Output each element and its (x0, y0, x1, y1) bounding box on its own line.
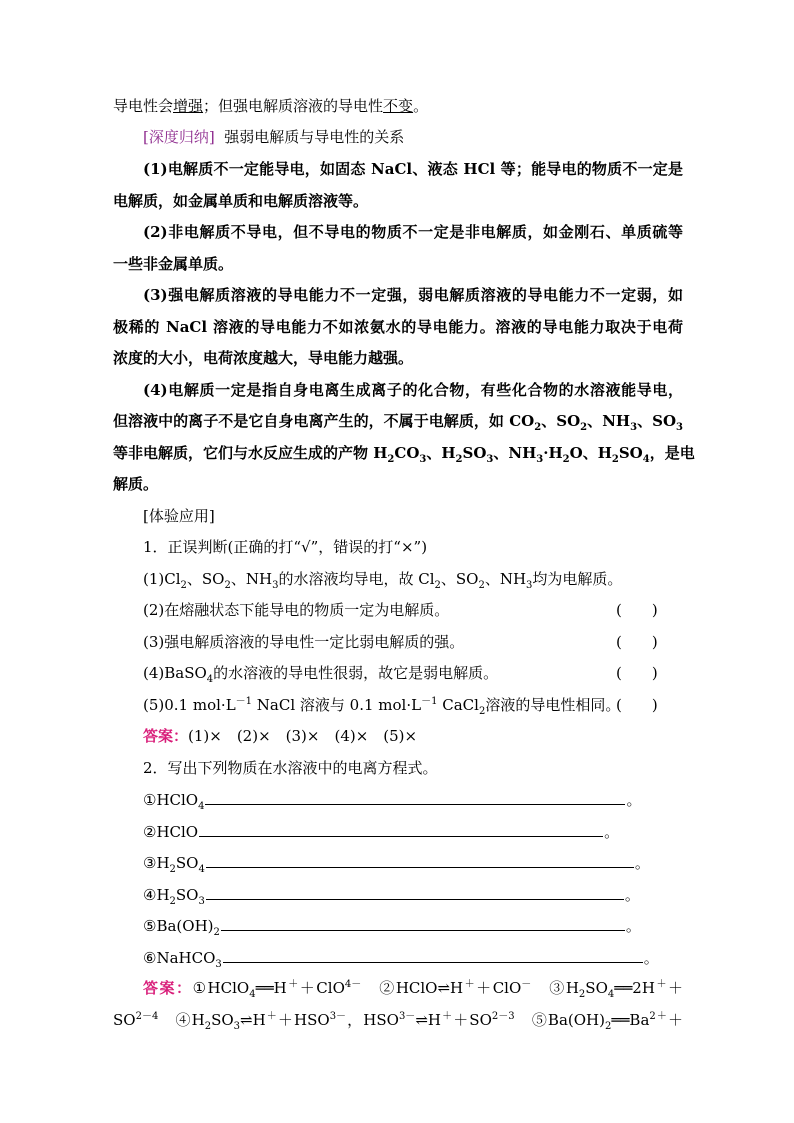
question-2-item-4: $④H_2SO_3$ 。 (143, 886, 640, 907)
summary-p2-line1: (2)非电解质不导电，但不导电的物质不一定是非电解质，如金刚石、单质硫等 (143, 223, 683, 241)
question-1-item-4: (4)BaSO$_4$的水溶液的导电性很弱，故它是弱电解质。 (143, 664, 499, 685)
summary-p4-line2: 但溶液中的离子不是它自身电离产生的，不属于电解质，如 $CO_2$、$SO_2$、$NH_3$、$SO_3$ (113, 412, 684, 433)
summary-p4-line1: (4)电解质一定是指自身电离生成离子的化合物，有些化合物的水溶液能导电， (143, 381, 683, 399)
practice-label: [体验应用] (143, 507, 215, 525)
intro-line (113, 96, 683, 116)
question-1-item-1: $(1)Cl_2$、$SO_2$、$NH_3$的水溶液均导电，故 $Cl_2$、$SO_2$、$NH_3$均为电解质。 (143, 570, 623, 591)
answer-paren-5: ( ) (616, 696, 658, 714)
summary-p3-line3: 浓度的大小，电荷浓度越大，导电能力越强。 (113, 349, 414, 367)
question-2-item-1: ①HClO$_4$ 。 (143, 791, 642, 812)
answer-2-line2: $SO^{2-4}$ $④H_2SO_3\rightleftharpoons H^++HSO^{3-}$，$HSO^{3-}\rightleftharpoons H^++SO^{2-3}$ $⑤Ba(OH)_2══Ba^{2+}+$ (113, 1011, 683, 1032)
intro-underline-2: 不变 (383, 97, 414, 115)
summary-p3-line1: (3)强电解质溶液的导电能力不一定强，弱电解质溶液的导电能力不一定弱，如 (143, 286, 683, 304)
question-1-item-3: (3)强电解质溶液的导电性一定比弱电解质的强。 (143, 633, 465, 651)
intro-text: 导电性会 (113, 97, 174, 115)
question-2-item-3: $③H_2SO_4$ 。 (143, 854, 650, 875)
summary-p3-line2: 极稀的 NaCl 溶液的导电能力不如浓氨水的导电能力。溶液的导电能力取决于电荷 (113, 318, 683, 336)
summary-heading (143, 127, 683, 147)
summary-title: 强弱电解质与导电性的关系 (224, 128, 405, 146)
summary-p4-line4: 解质。 (113, 475, 159, 493)
question-2-item-5: $⑤Ba(OH)_2$ 。 (143, 917, 641, 938)
answer-1: 答案：(1)× (2)× (3)× (4)× (5)× (143, 727, 418, 745)
answer-paren-2: ( ) (616, 601, 658, 619)
answer-paren-3: ( ) (616, 633, 658, 651)
summary-label: [深度归纳] (143, 128, 215, 146)
intro-text: ；但强电解质溶液的导电性 (203, 97, 384, 115)
question-1-item-2: (2)在熔融状态下能导电的物质一定为电解质。 (143, 601, 450, 619)
answer-paren-4: ( ) (616, 664, 658, 682)
intro-text: 。 (413, 97, 429, 115)
answer-2-line1: 答案：①HClO$_4$══H＋＋ClO$^{4-}$ ②HClO⇌H＋＋ClO－ $③H_2SO_4══2H^++$ (143, 979, 683, 1000)
intro-underline-1: 增强 (173, 97, 204, 115)
question-1-title: 1．正误判断(正确的打“√”，错误的打“×”) (143, 538, 428, 556)
summary-p1-line1: (1)电解质不一定能导电，如固态 NaCl、液态 HCl 等；能导电的物质不一定是 (143, 160, 683, 178)
question-2-item-6: ⑥NaHCO$_3$ 。 (143, 949, 659, 970)
summary-p2-line2: 一些非金属单质。 (113, 255, 234, 273)
question-2-title: 2．写出下列物质在水溶液中的电离方程式。 (143, 759, 438, 777)
summary-p4-line3: 等非电解质，它们与水反应生成的产物 $H_2CO_3$、$H_2SO_3$、$NH_3\cdot H_2O$、$H_2SO_4$，是电 (113, 444, 695, 465)
question-1-item-5: (5)0.1 $mol\cdot L^{-1}$ NaCl 溶液与 0.1 $mol\cdot L^{-1}$ CaCl$_2$溶液的导电性相同。 (143, 696, 621, 717)
question-2-item-2: ②HClO 。 (143, 823, 620, 841)
summary-p1-line2: 电解质，如金属单质和电解质溶液等。 (113, 192, 369, 210)
